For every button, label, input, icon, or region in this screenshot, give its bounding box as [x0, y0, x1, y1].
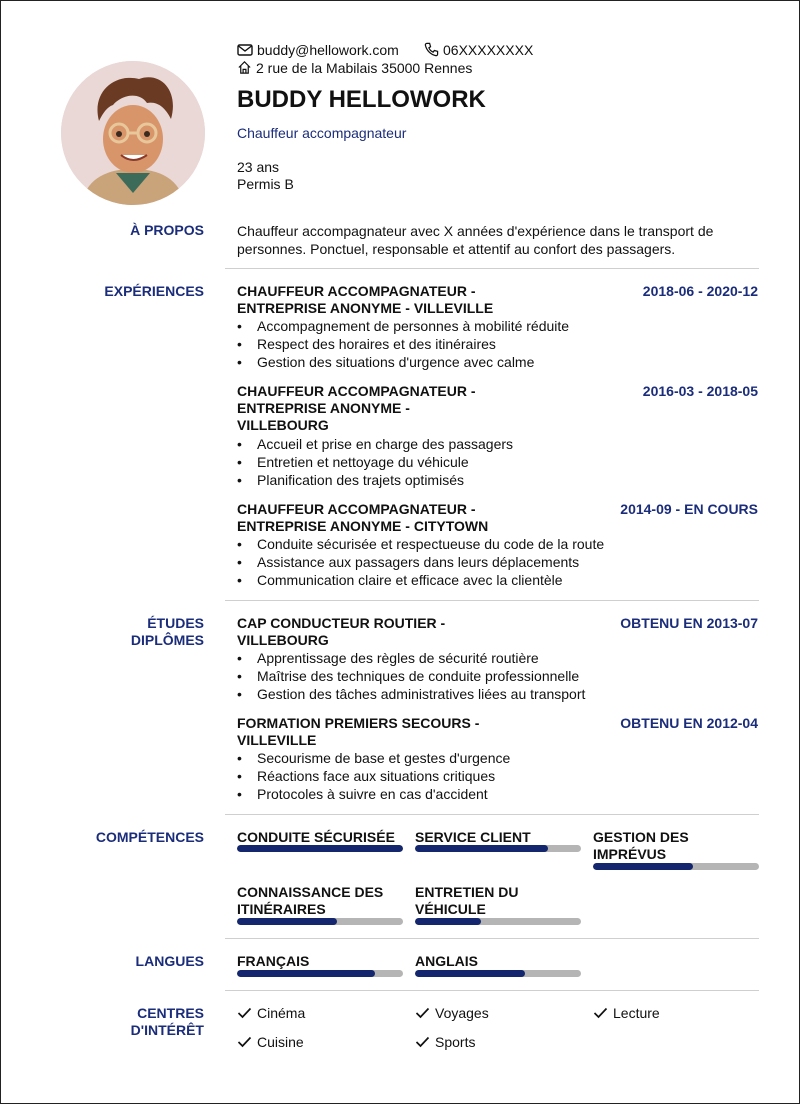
job-title: Chauffeur accompagnateur [237, 125, 407, 141]
title-line: ENTREPRISE ANONYME - CITYTOWN [237, 518, 489, 534]
skill-name: SERVICE CLIENT [415, 829, 531, 845]
list-item: • Assistance aux passagers dans leurs déplacements [237, 553, 579, 571]
education-date: OBTENU EN 2012-04 [620, 715, 758, 731]
list-item: • Maîtrise des techniques de conduite professionnelle [237, 667, 579, 685]
list-item: • Communication claire et efficace avec la clientèle [237, 571, 563, 589]
section-divider [225, 814, 759, 815]
title-line: CHAUFFEUR ACCOMPAGNATEUR - [237, 283, 476, 299]
list-item: • Accueil et prise en charge des passagers [237, 435, 513, 453]
experience-title [237, 283, 507, 317]
check-icon [415, 1007, 430, 1019]
check-icon [237, 1036, 252, 1048]
skill-name: ENTRETIEN DU VÉHICULE [415, 884, 519, 917]
about-line-1: Chauffeur accompagnateur avec X années d'expérience dans le transport de [237, 223, 714, 239]
experience-title [237, 501, 507, 535]
list-item: • Gestion des situations d'urgence avec calme [237, 353, 534, 371]
section-divider [225, 268, 759, 269]
skill-level-bar [237, 845, 403, 852]
check-icon [593, 1007, 608, 1019]
list-item: • Secourisme de base et gestes d'urgence [237, 749, 510, 767]
interest-item: Sports [415, 1034, 475, 1051]
language-name: FRANÇAIS [237, 953, 310, 969]
title-line: ENTREPRISE ANONYME - VILLEVILLE [237, 300, 494, 316]
experience-date: 2014-09 - EN COURS [620, 501, 758, 517]
languages-label: LANGUES [135, 953, 204, 969]
phone-text[interactable]: 06XXXXXXXX [443, 42, 534, 58]
section-divider [225, 938, 759, 939]
check-icon [415, 1036, 430, 1048]
about-text [237, 222, 713, 258]
list-item: • Gestion des tâches administratives liées au transport [237, 685, 585, 703]
section-divider [225, 600, 759, 601]
experiences-label: EXPÉRIENCES [104, 283, 204, 299]
title-line: VILLEVILLE [237, 732, 317, 748]
experience-title [237, 383, 507, 434]
list-item: • Protocoles à suivre en cas d'accident [237, 785, 488, 803]
language-name: ANGLAIS [415, 953, 478, 969]
education-date: OBTENU EN 2013-07 [620, 615, 758, 631]
title-line: VILLEBOURG [237, 632, 329, 648]
experience-date: 2016-03 - 2018-05 [642, 383, 758, 399]
interest-item: Cinéma [237, 1005, 305, 1022]
skill-name: CONDUITE SÉCURISÉE [237, 829, 395, 845]
list-item: • Apprentissage des règles de sécurité routière [237, 649, 539, 667]
interest-item: Voyages [415, 1005, 489, 1022]
experience-date: 2018-06 - 2020-12 [642, 283, 758, 299]
list-item: • Réactions face aux situations critiques [237, 767, 495, 785]
list-item: • Entretien et nettoyage du véhicule [237, 453, 469, 471]
avatar-illustration [61, 61, 205, 205]
about-line-2: personnes. Ponctuel, responsable et attentif au confort des passagers. [237, 241, 676, 257]
section-divider [225, 990, 759, 991]
list-item: • Planification des trajets optimisés [237, 471, 464, 489]
phone-icon [424, 42, 439, 57]
title-line: CAP CONDUCTEUR ROUTIER - [237, 615, 446, 631]
contact-phone [424, 42, 533, 59]
education-label-line: DIPLÔMES [130, 632, 204, 648]
title-line: FORMATION PREMIERS SECOURS - [237, 715, 480, 731]
skill-level-bar [593, 863, 759, 870]
language-level-bar [237, 970, 403, 977]
skills-label: COMPÉTENCES [95, 829, 204, 845]
envelope-icon [237, 44, 253, 56]
contact-email [237, 42, 399, 59]
driving-license: Permis B [237, 176, 294, 192]
about-label: À PROPOS [130, 222, 204, 238]
interests-label-line: CENTRES [137, 1005, 204, 1021]
skill-level-bar [237, 918, 403, 925]
title-line: ENTREPRISE ANONYME - [237, 400, 410, 416]
education-label [24, 615, 204, 649]
skill-name: GESTION DES IMPRÉVUS [593, 829, 689, 862]
list-item: • Respect des horaires et des itinéraires [237, 335, 496, 353]
email-text[interactable]: buddy@hellowork.com [257, 42, 399, 58]
check-icon [237, 1007, 252, 1019]
list-item: • Conduite sécurisée et respectueuse du code de la route [237, 535, 604, 553]
address-text: 2 rue de la Mabilais 35000 Rennes [256, 60, 473, 76]
home-icon [237, 60, 252, 75]
skill-name: CONNAISSANCE DES ITINÉRAIRES [237, 884, 384, 917]
education-title [237, 715, 507, 749]
education-label-line: ÉTUDES [147, 615, 204, 631]
candidate-name: BUDDY HELLOWORK [237, 86, 486, 113]
language-level-bar [415, 970, 581, 977]
interests-label-line: D'INTÉRÊT [130, 1022, 204, 1038]
age: 23 ans [237, 159, 280, 175]
skill-level-bar [415, 918, 581, 925]
title-line: CHAUFFEUR ACCOMPAGNATEUR - [237, 383, 476, 399]
avatar [61, 61, 205, 205]
list-item: • Accompagnement de personnes à mobilité réduite [237, 317, 569, 335]
interests-label [24, 1005, 204, 1039]
title-line: VILLEBOURG [237, 417, 329, 433]
title-line: CHAUFFEUR ACCOMPAGNATEUR - [237, 501, 476, 517]
interest-item: Cuisine [237, 1034, 304, 1051]
contact-address [237, 60, 472, 77]
interest-item: Lecture [593, 1005, 660, 1022]
education-title [237, 615, 507, 649]
skill-level-bar [415, 845, 581, 852]
